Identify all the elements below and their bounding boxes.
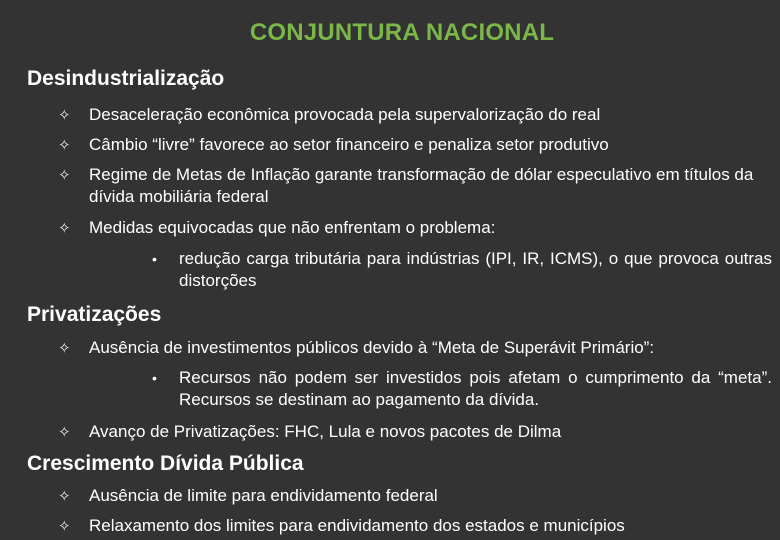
list-item	[58, 337, 772, 359]
list-item	[58, 515, 772, 537]
list-item-text: Regime de Metas de Inflação garante transformação de dólar especulativo em títulos da dívida mobiliária federal	[89, 165, 754, 206]
star-bullet-icon: ✧	[58, 487, 71, 505]
list-item	[58, 217, 772, 239]
star-bullet-icon: ✧	[58, 423, 71, 441]
list-item-text: Medidas equivocadas que não enfrentam o problema:	[89, 218, 496, 237]
star-bullet-icon: ✧	[58, 106, 71, 124]
section-heading-privatizacoes: Privatizações	[27, 303, 162, 326]
list-item-text: Desaceleração econômica provocada pela supervalorização do real	[89, 105, 601, 124]
sub-list-item	[152, 367, 772, 411]
list-item-text: Ausência de limite para endividamento federal	[89, 486, 438, 505]
sub-list-item-text: redução carga tributária para indústrias (IPI, IR, ICMS), o que provoca outras distorções	[179, 249, 772, 290]
list-item	[58, 485, 772, 507]
list-item-text: Câmbio “livre” favorece ao setor financeiro e penaliza setor produtivo	[89, 135, 609, 154]
list-item	[58, 104, 772, 126]
sub-list-item-text: Recursos não podem ser investidos pois afetam o cumprimento da “meta”. Recursos se destinam ao pagamento da dívida.	[179, 368, 772, 409]
dot-bullet-icon: •	[152, 370, 157, 386]
star-bullet-icon: ✧	[58, 517, 71, 535]
list-item-text: Relaxamento dos limites para endividamento dos estados e municípios	[89, 516, 625, 535]
list-item-text: Avanço de Privatizações: FHC, Lula e novos pacotes de Dilma	[89, 422, 562, 441]
star-bullet-icon: ✧	[58, 219, 71, 237]
list-item-text: Ausência de investimentos públicos devido à “Meta de Superávit Primário”:	[89, 338, 655, 357]
slide-title: CONJUNTURA NACIONAL	[249, 19, 555, 46]
section-heading-crescimento-divida-publica: Crescimento Dívida Pública	[27, 452, 304, 475]
list-item	[58, 421, 772, 443]
star-bullet-icon: ✧	[58, 339, 71, 357]
list-item	[58, 134, 772, 156]
star-bullet-icon: ✧	[58, 166, 71, 184]
dot-bullet-icon: •	[152, 251, 157, 267]
sub-list-item	[152, 248, 772, 292]
star-bullet-icon: ✧	[58, 136, 71, 154]
section-heading-desindustrializacao: Desindustrialização	[27, 67, 225, 90]
list-item	[58, 164, 772, 208]
